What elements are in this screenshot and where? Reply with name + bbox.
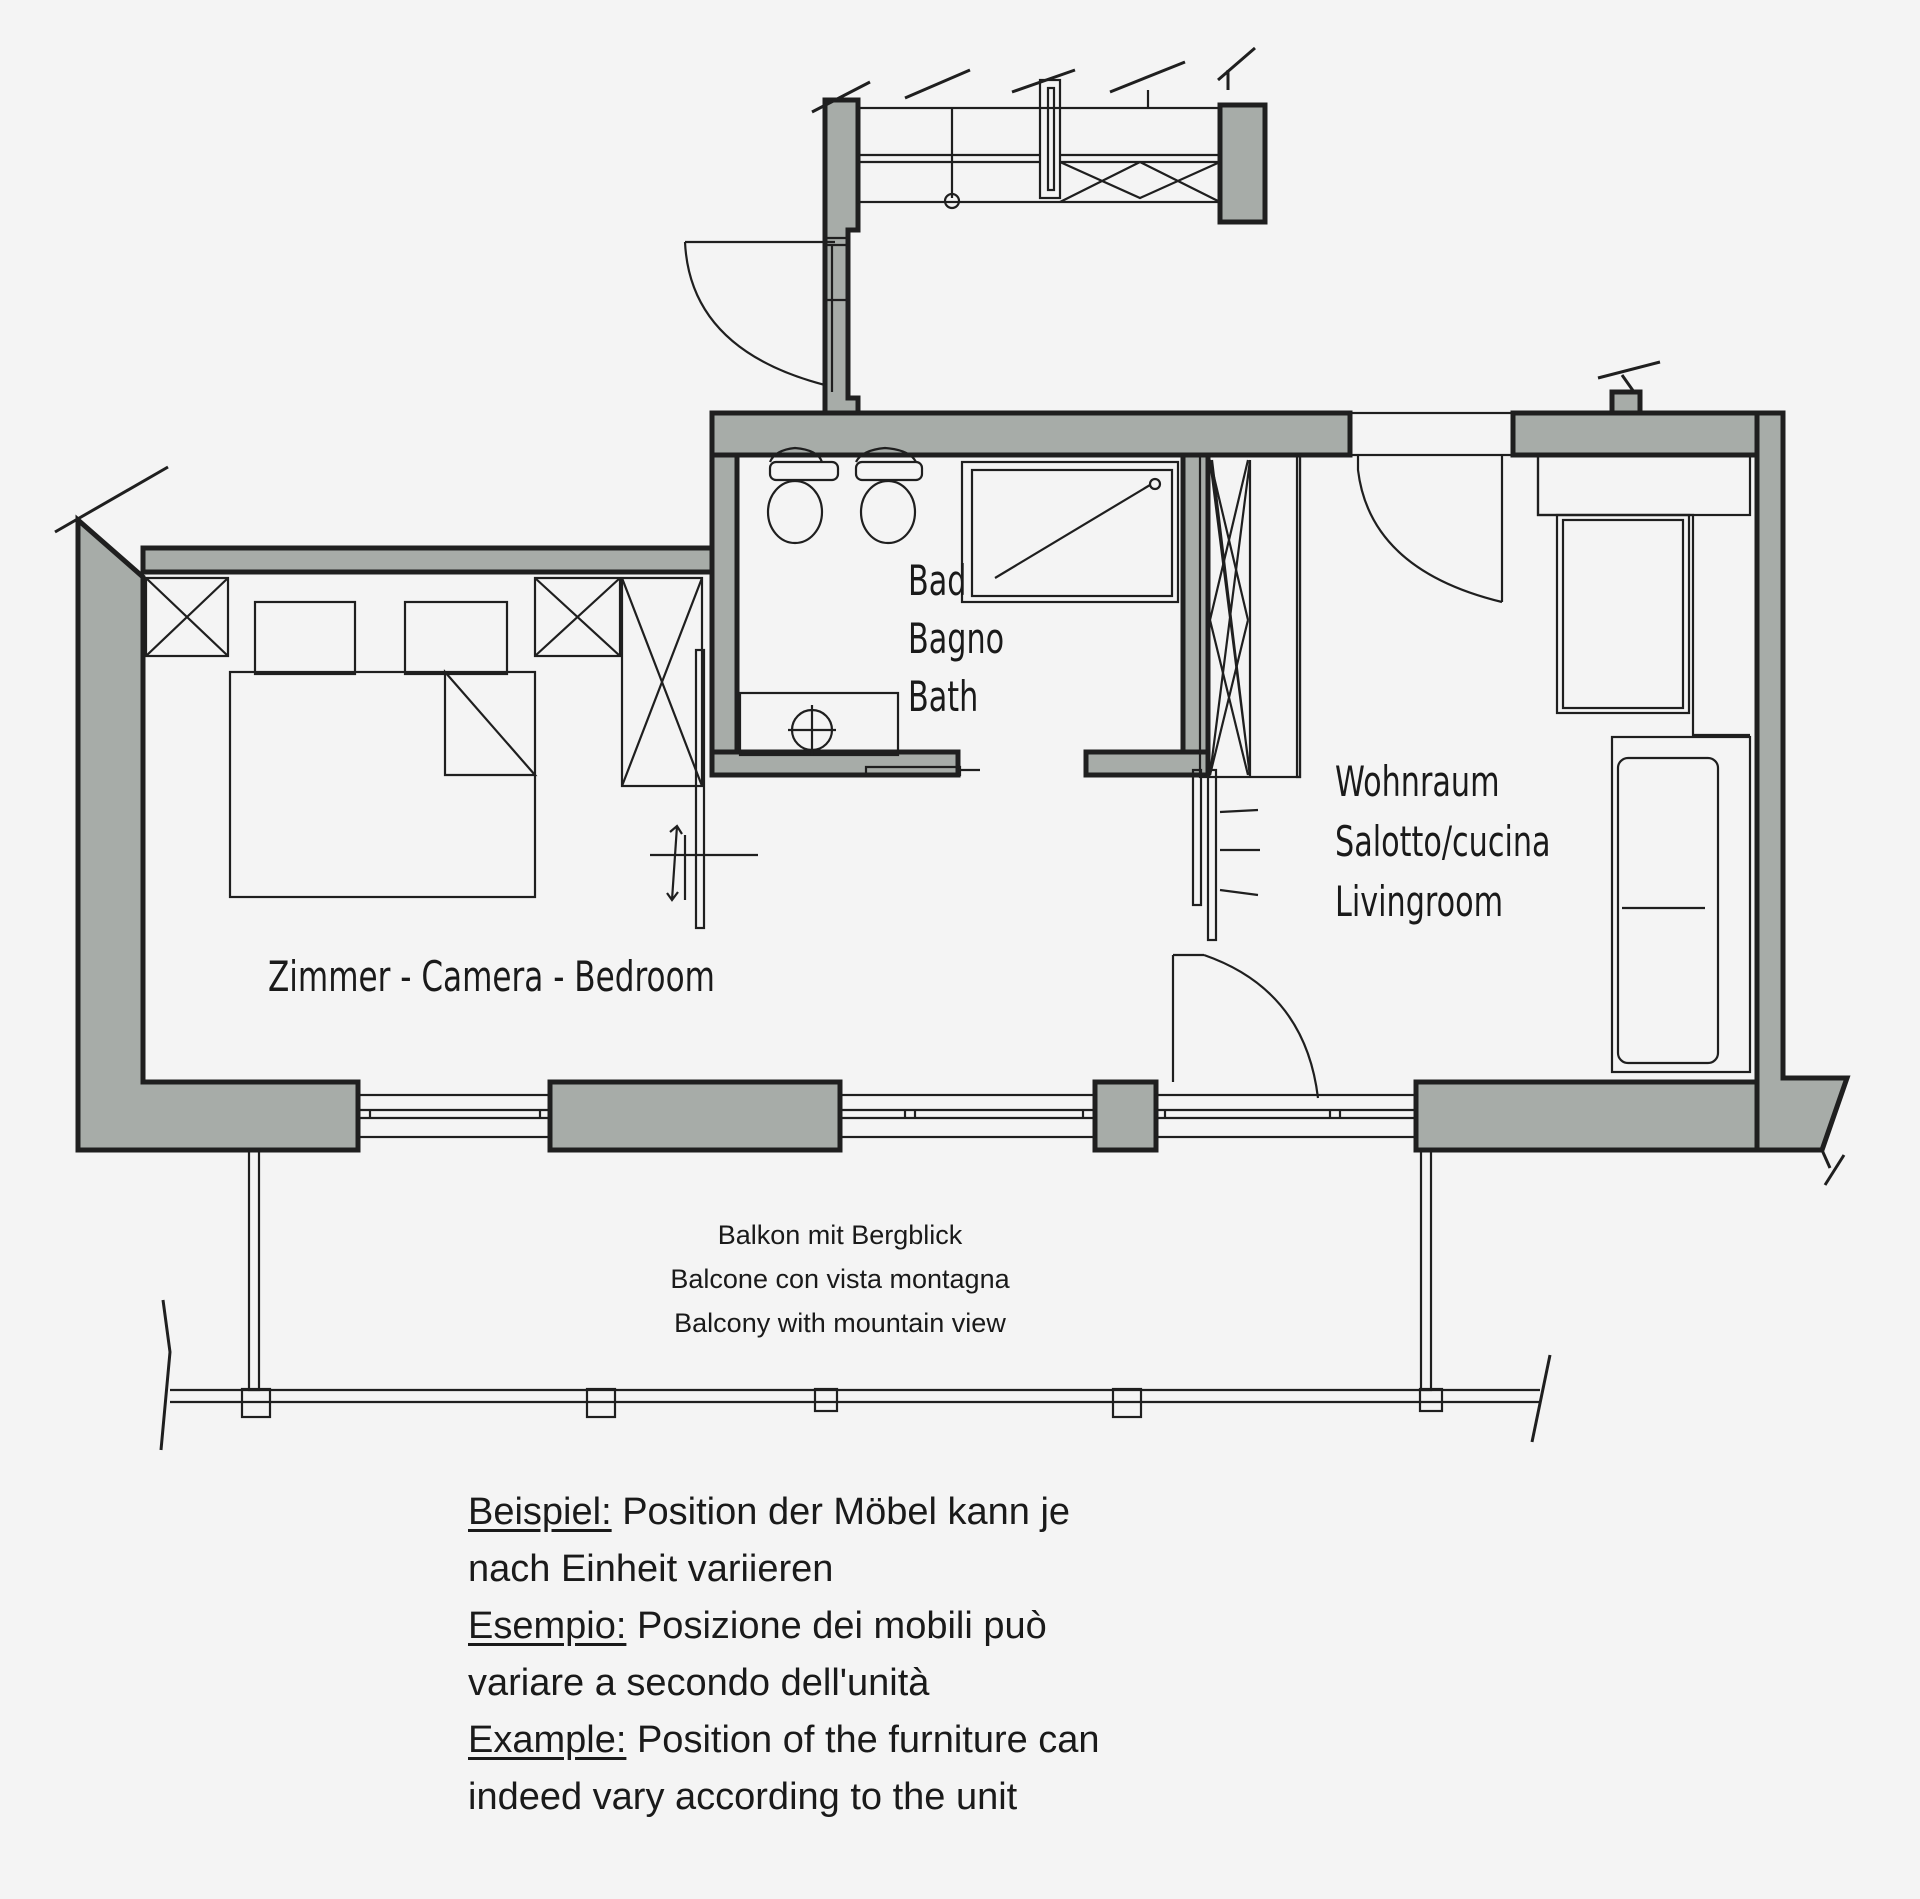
living-labels: [1335, 752, 1551, 932]
furniture-disclaimer: [468, 1484, 1368, 1826]
south-windows: [358, 1095, 1416, 1137]
note-de-line1: [468, 1484, 1368, 1541]
note-it-line1: [468, 1598, 1368, 1655]
balcony-labels: [540, 1213, 1140, 1345]
bath-labels: [908, 552, 1004, 726]
bedroom-furniture: [146, 578, 758, 928]
living-label-en: Livingroom: [1335, 877, 1504, 926]
bottom-pier-3: [1416, 1082, 1757, 1150]
note-en-text2: indeed vary according to the unit: [468, 1776, 1018, 1818]
left-wall: [78, 520, 358, 1150]
note-en-line1: [468, 1712, 1368, 1769]
balcony-label-de: Balkon mit Bergblick: [717, 1220, 963, 1250]
entrance-door: [1173, 955, 1318, 1098]
note-it-label: Esempio:: [468, 1605, 627, 1647]
note-de-text1: Position der Möbel kann je: [611, 1491, 1071, 1533]
north-stub-wall: [825, 100, 858, 413]
bath-left-wall: [712, 413, 737, 775]
bedroom-label: Zimmer - Camera - Bedroom: [268, 952, 715, 1001]
north-pillar: [1220, 105, 1265, 222]
toilet-cistern-1: [770, 462, 838, 480]
living-furniture: [1193, 413, 1750, 1072]
window-top-right: [1350, 413, 1513, 455]
pillow-right-icon: [405, 602, 507, 674]
top-bedroom-wall: [143, 548, 712, 572]
bath-label-en: Bath: [908, 672, 979, 721]
kitchen-counter-icon: [1538, 455, 1750, 515]
bath-label-de: Bad: [908, 556, 967, 605]
right-wall: [1757, 413, 1847, 1150]
top-chimney-stub: [1612, 392, 1640, 413]
top-wall-left: [712, 413, 1350, 455]
note-it-text2: variare a secondo dell'unità: [468, 1662, 930, 1704]
note-it-text1: Posizione dei mobili può: [626, 1605, 1047, 1647]
sofa-icon: [1612, 737, 1750, 1072]
bath-right-wall: [1183, 455, 1208, 775]
stove-icon: [1557, 515, 1689, 713]
living-label-it: Salotto/cucina: [1335, 817, 1551, 866]
bottom-pier-1: [550, 1082, 840, 1150]
north-railing: [825, 48, 1255, 300]
bidet-icon: [861, 481, 915, 543]
balcony-label-en: Balcony with mountain view: [674, 1308, 1006, 1338]
washbasin-icon: [740, 693, 898, 755]
bath-label-it: Bagno: [908, 614, 1005, 663]
living-label-de: Wohnraum: [1335, 757, 1500, 806]
note-en-text1: Position of the furniture can: [626, 1719, 1100, 1761]
toilet-icon: [768, 481, 822, 543]
note-de-text2: nach Einheit variieren: [468, 1548, 834, 1590]
north-door: [685, 242, 835, 392]
note-en-label: Example:: [468, 1719, 627, 1761]
balcony-label-it: Balcone con vista montagna: [670, 1264, 1010, 1294]
top-wall-right: [1513, 413, 1783, 455]
bed-icon: [230, 672, 535, 897]
note-de-label: Beispiel:: [468, 1491, 612, 1533]
bath-bottom-wall-right: [1086, 752, 1208, 775]
bottom-pier-2: [1095, 1082, 1156, 1150]
pillow-left-icon: [255, 602, 355, 674]
